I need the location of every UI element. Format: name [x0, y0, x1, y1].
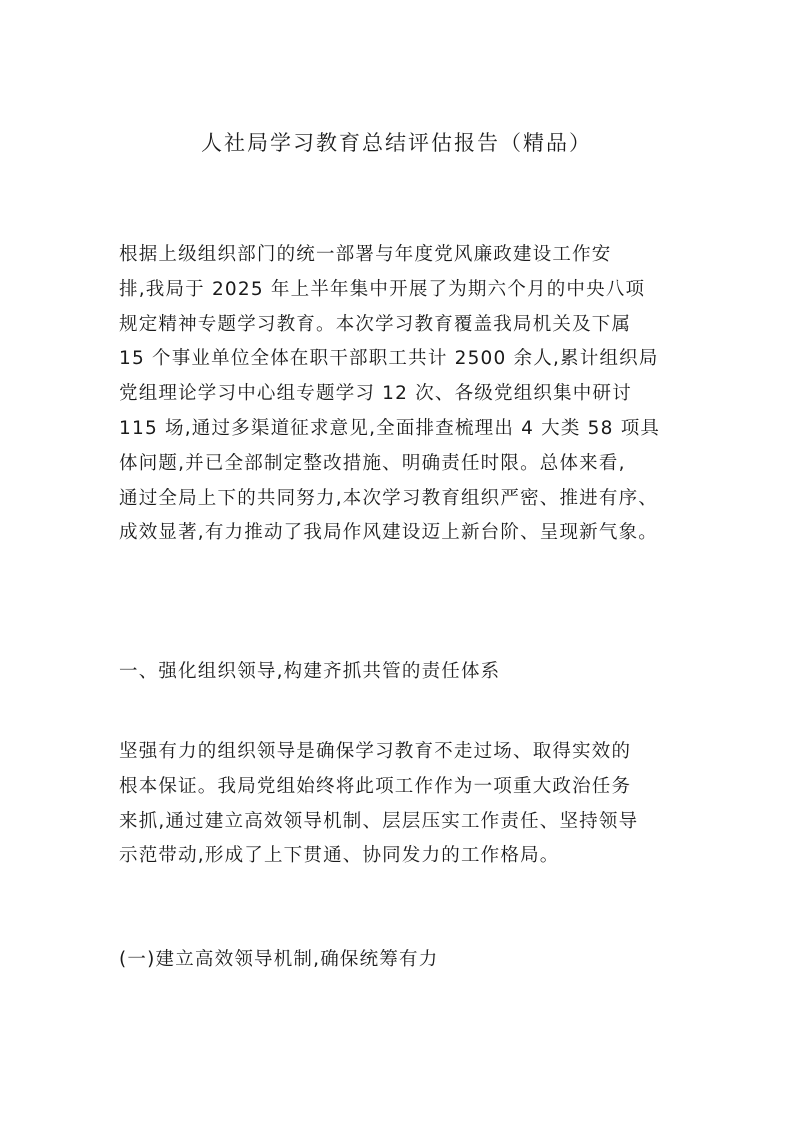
subsection-heading-text: (一)建立高效领导机制,确保统筹有力	[119, 949, 439, 970]
paragraph-line: 排,我局于 2025 年上半年集中开展了为期六个月的中央八项	[119, 278, 646, 300]
paragraph-line: 115 场,通过多渠道征求意见,全面排查梳理出 4 大类 58 项具	[119, 417, 661, 439]
paragraph-line: 党组理论学习中心组专题学习 12 次、各级党组织集中研讨	[119, 383, 632, 405]
paragraph-line: 根据上级组织部门的统一部署与年度党风廉政建设工作安	[119, 244, 612, 265]
paragraph-line: 成效显著,有力推动了我局作风建设迈上新台阶、呈现新气象。	[119, 522, 658, 544]
paragraph-line: 规定精神专题学习教育。本次学习教育覆盖我局机关及下属	[119, 313, 632, 335]
document-title: 人社局学习教育总结评估报告（精品）	[201, 131, 592, 155]
paragraph-line: 坚强有力的组织领导是确保学习教育不走过场、取得实效的	[119, 741, 632, 762]
section-paragraph	[119, 735, 679, 874]
intro-paragraph	[119, 238, 679, 551]
section-heading	[119, 655, 679, 690]
paragraph-line: 通过全局上下的共同努力,本次学习教育组织严密、推进有序、	[119, 487, 658, 509]
paragraph-line: 15 个事业单位全体在职干部职工共计 2500 余人,累计组织局	[119, 348, 659, 370]
section-heading-text: 一、强化组织领导,构建齐抓共管的责任体系	[119, 661, 501, 682]
paragraph-line: 体问题,并已全部制定整改措施、明确责任时限。总体来看,	[119, 452, 626, 474]
paragraph-line: 示范带动,形成了上下贯通、协同发力的工作格局。	[119, 845, 560, 867]
paragraph-line: 根本保证。我局党组始终将此项工作作为一项重大政治任务	[119, 775, 632, 797]
paragraph-line: 来抓,通过建立高效领导机制、层层压实工作责任、坚持领导	[119, 810, 639, 832]
subsection-heading	[119, 943, 679, 978]
